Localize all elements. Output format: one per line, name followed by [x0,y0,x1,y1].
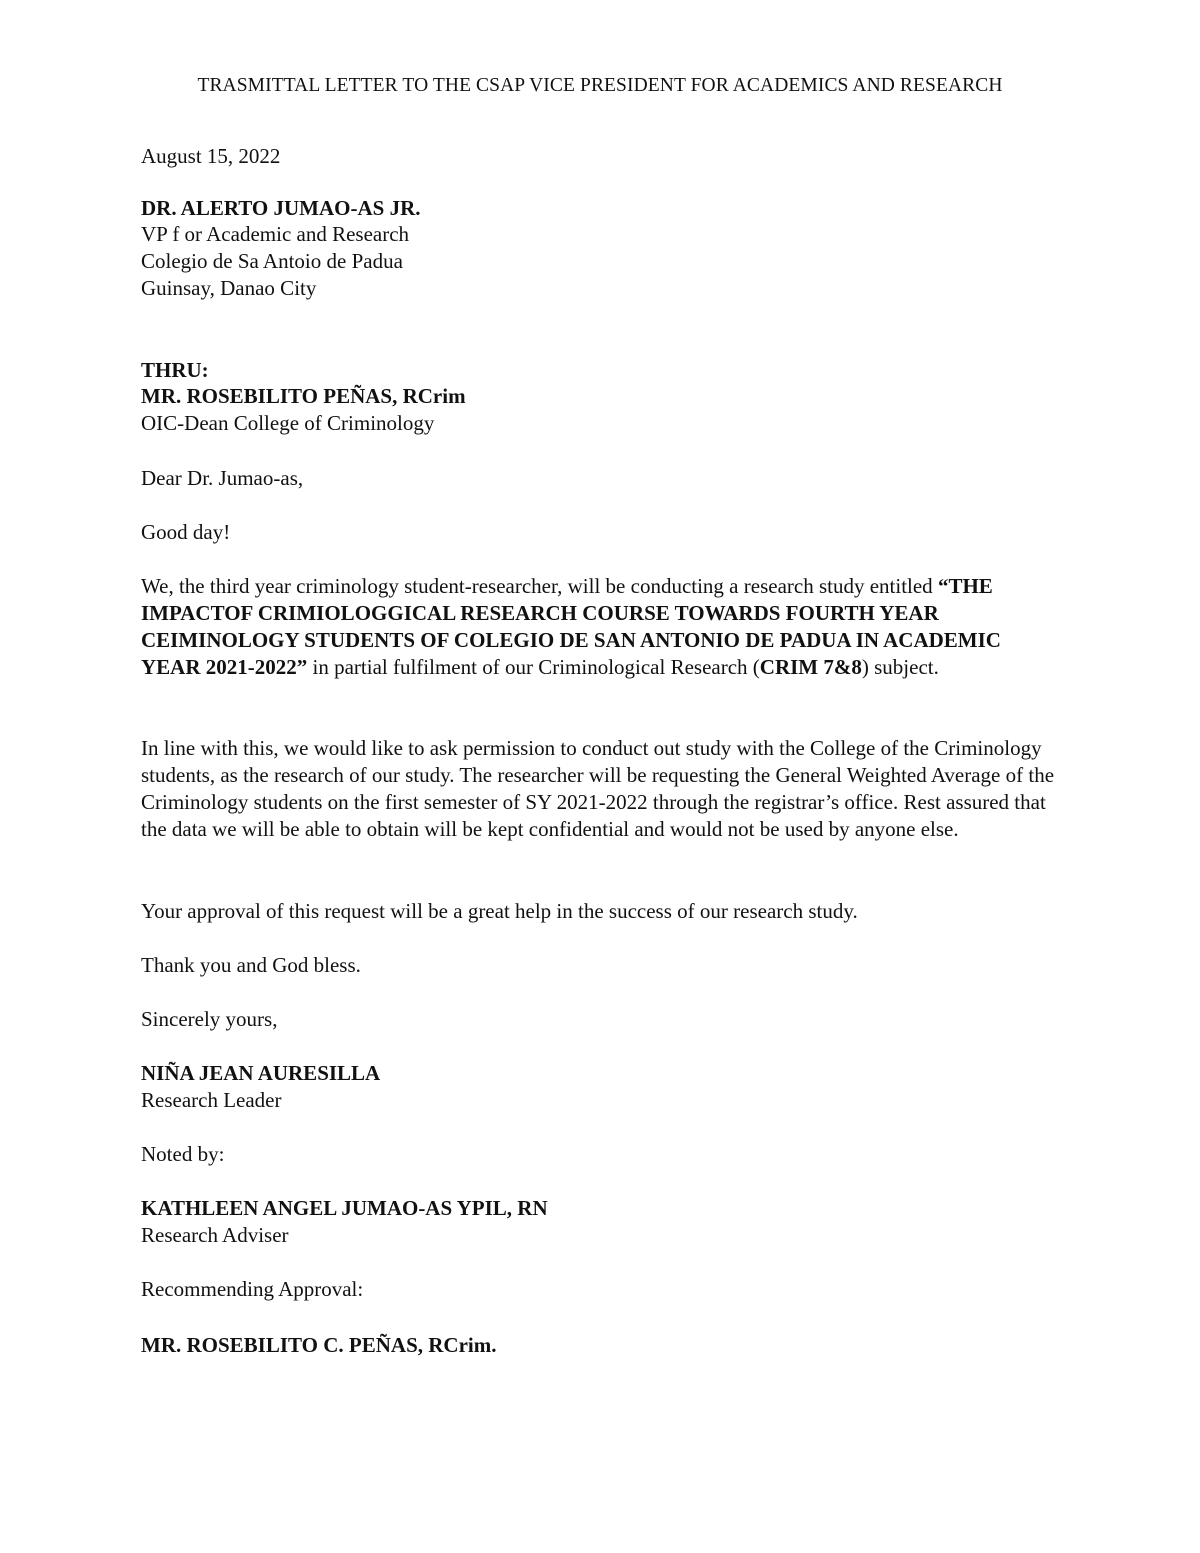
salutation: Dear Dr. Jumao-as, [141,466,304,490]
recipient-title: VP f or Academic and Research [141,222,410,246]
letter-date: August 15, 2022 [141,144,281,168]
thru-name: MR. ROSEBILITO PEÑAS, RCrim [141,384,466,408]
recipient-name: DR. ALERTO JUMAO-AS JR. [141,196,421,220]
body-paragraph-3: Your approval of this request will be a great help in the success of our research study. [141,899,858,923]
recipient-address: Guinsay, Danao City [141,276,317,300]
dean-name: MR. ROSEBILITO C. PEÑAS, RCrim. [141,1333,497,1357]
study-title: “THE IMPACTOF CRIMIOLOGGICAL RESEARCH COURSE TOWARDS FOURTH YEAR CEIMINOLOGY STUDENTS OF COLEGIO DE SAN ANTONIO DE PADUA IN ACADEMIC YEAR 2021-2022” [141,574,1001,679]
p1-mid: in partial fulfilment of our Criminological Research ( [307,655,760,679]
recipient-school: Colegio de Sa Antoio de Padua [141,249,403,273]
adviser-name: KATHLEEN ANGEL JUMAO-AS YPIL, RN [141,1196,548,1220]
noted-label: Noted by: [141,1142,225,1166]
thru-title: OIC-Dean College of Criminology [141,411,435,435]
recommending-label: Recommending Approval: [141,1277,364,1301]
leader-name: NIÑA JEAN AURESILLA [141,1061,381,1085]
closing: Sincerely yours, [141,1007,278,1031]
p1-intro: We, the third year criminology student-researcher, will be conducting a research study entitled [141,574,938,598]
greeting: Good day! [141,520,231,544]
course-code: CRIM 7&8 [759,655,862,679]
body-paragraph-2: In line with this, we would like to ask permission to conduct out study with the College of the Criminology students, as the research of our study. The researcher will be requesting the General Weighted Average of the Criminology students on the first semester of SY 2021-2022 through the registrar’s office. Rest assured that the data we will be able to obtain will be kept confidential and would not be used by anyone else. [141,736,1055,841]
body-paragraph-4: Thank you and God bless. [141,953,361,977]
leader-role: Research Leader [141,1088,282,1112]
thru-label: THRU: [141,358,209,382]
adviser-role: Research Adviser [141,1223,289,1247]
letter-heading: TRASMITTAL LETTER TO THE CSAP VICE PRESIDENT FOR ACADEMICS AND RESEARCH [197,75,1003,96]
p1-end: ) subject. [861,655,939,679]
body-paragraph-1 [141,573,1057,681]
